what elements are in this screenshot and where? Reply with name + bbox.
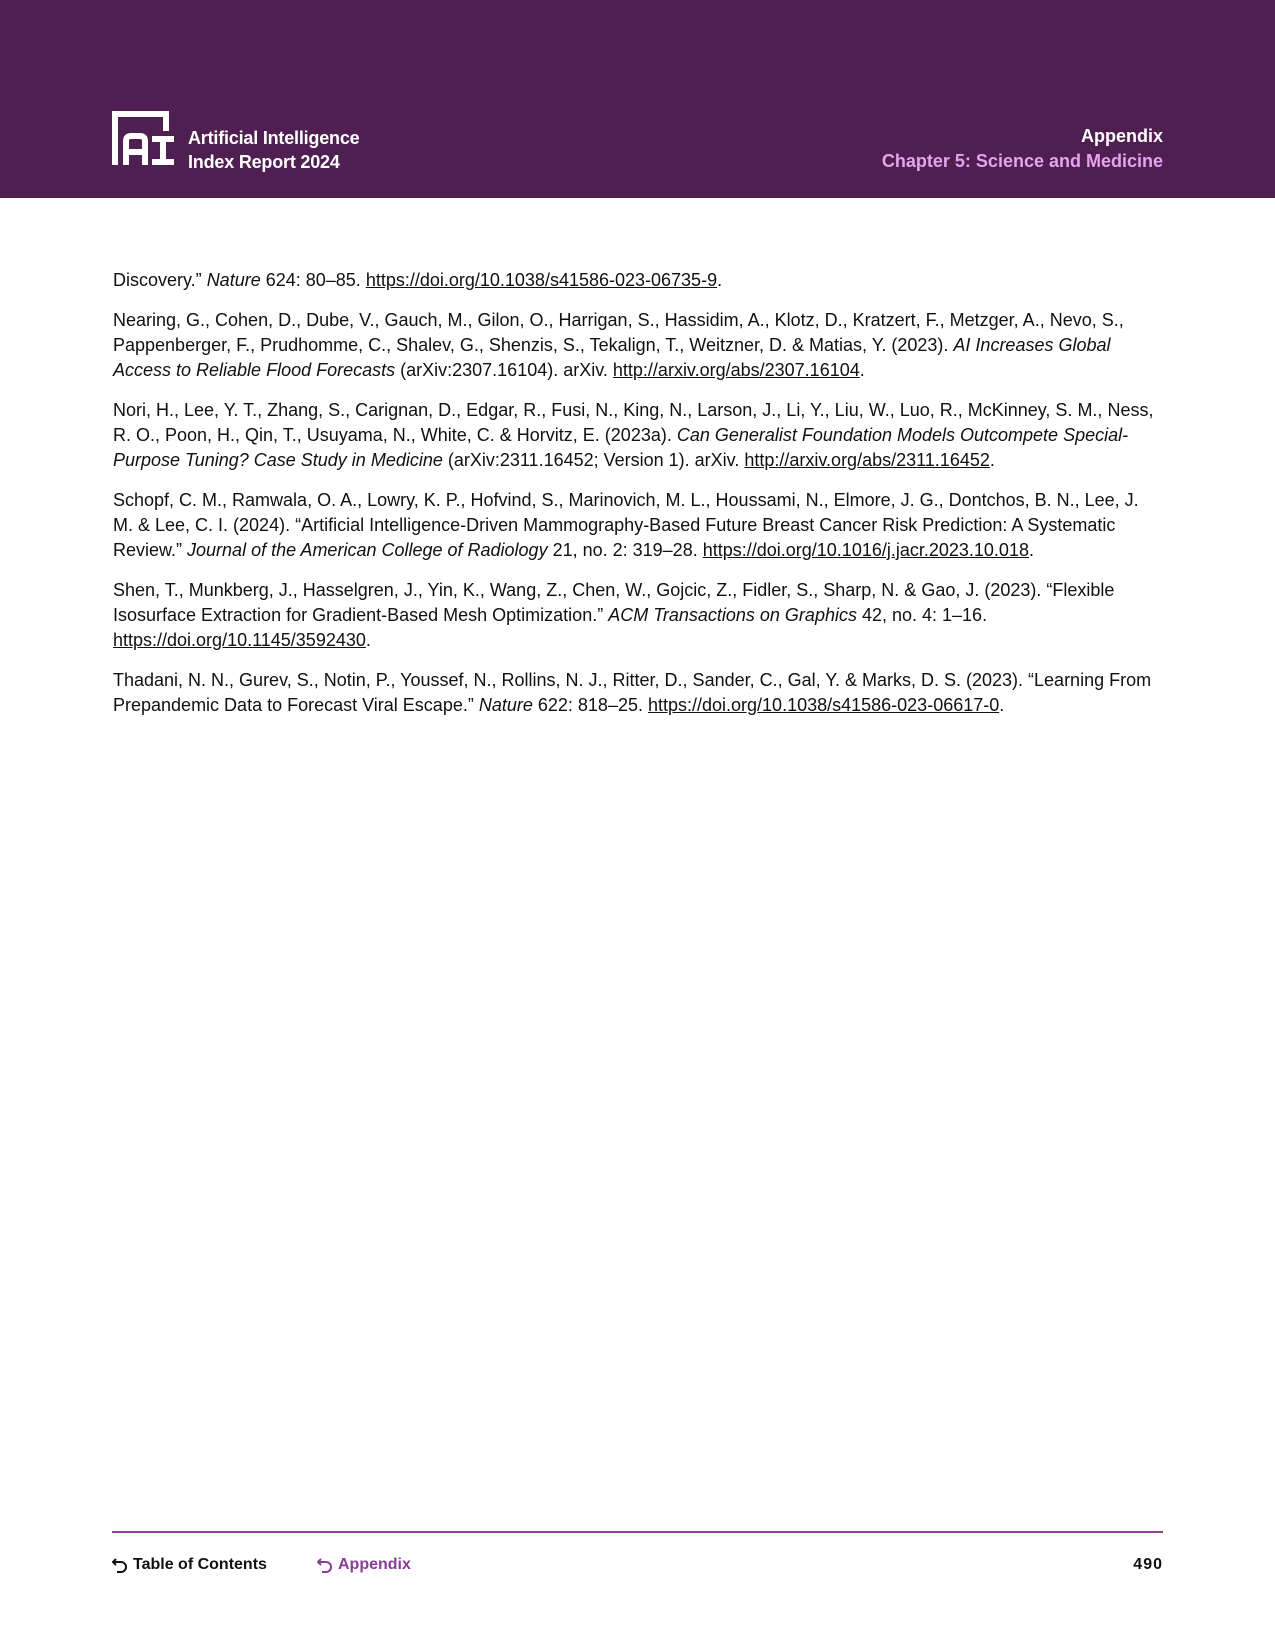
reference-link[interactable]: http://arxiv.org/abs/2307.16104 [612,360,860,380]
reference-text: Shen, T., Munkberg, J., Hasselgren, J., Yin, K., Wang, Z., Chen, W., Gojcic, Z., Fidler, S., Sharp, N. & Gao, J. (2023). “Flexible Isosurface Extraction for Gradient-Based Mesh Optimization.” [113,580,1115,625]
report-title-line-2: Index Report 2024 [188,152,340,172]
reference-entry [113,488,1163,563]
reference-link[interactable]: https://doi.org/10.1038/s41586-023-06617-0 [647,695,1000,715]
reference-text: 624: 80–85. [260,270,366,290]
reference-text: Thadani, N. N., Gurev, S., Notin, P., Youssef, N., Rollins, N. J., Ritter, D., Sander, C., Gal, Y. & Marks, D. S. (2023). “Learning From Prepandemic Data to Forecast Viral Escape.” [113,670,1152,715]
reference-entry [113,308,1163,383]
reference-source: AI Increases Global Access to Reliable Flood Forecasts [113,335,1111,380]
reference-entry [113,268,1163,293]
references-list [113,268,1163,733]
reference-end: . [859,360,865,380]
reference-source: Nature [478,695,533,715]
table-of-contents-link[interactable] [112,1556,267,1574]
reference-text: Discovery.” [113,270,207,290]
reference-link[interactable]: http://arxiv.org/abs/2311.16452 [744,450,990,470]
ai-index-logo [112,111,176,167]
reference-entry [113,668,1163,718]
page-footer [112,1556,1163,1580]
reference-link[interactable]: https://doi.org/10.1038/s41586-023-06735-9 [365,270,718,290]
reference-source: ACM Transactions on Graphics [608,605,857,625]
footer-divider [112,1531,1163,1533]
reference-entry [113,398,1163,473]
page-number: 490 [1133,1556,1163,1573]
toc-label: Table of Contents [133,1556,267,1573]
reference-source: Journal of the American College of Radiology [187,540,548,560]
reference-link[interactable]: https://doi.org/10.1145/3592430 [113,630,366,650]
reference-text: 21, no. 2: 319–28. [547,540,703,560]
report-title [188,126,359,174]
reference-entry [113,578,1163,653]
chapter-label: Chapter 5: Science and Medicine [881,151,1163,171]
reference-text: (arXiv:2311.16452; Version 1). arXiv. [442,450,745,470]
reference-end: . [999,695,1005,715]
reference-source: Can Generalist Foundation Models Outcompete Special-Purpose Tuning? Case Study in Medicine [113,425,1129,470]
reference-text: Schopf, C. M., Ramwala, O. A., Lowry, K. P., Hofvind, S., Marinovich, M. L., Houssami, N., Elmore, J. G., Dontchos, B. N., Lee, J. M. & Lee, C. I. (2024). “Artificial Intelligence-Driven Mammography-Based Future Breast Cancer Risk Prediction: A Systematic Review.” [113,490,1139,560]
reference-source: Nature [206,270,261,290]
section-label: Appendix [1080,126,1163,146]
return-arrow-icon [317,1557,333,1573]
section-heading [882,124,1163,174]
reference-end: . [989,450,995,470]
reference-end: . [717,270,723,290]
reference-text: 42, no. 4: 1–16. [856,605,988,625]
report-title-line-1: Artificial Intelligence [188,128,360,148]
return-arrow-icon [112,1557,128,1573]
reference-text: (arXiv:2307.16104). arXiv. [395,360,613,380]
appendix-link[interactable] [317,1556,411,1574]
reference-text: Nori, H., Lee, Y. T., Zhang, S., Carignan, D., Edgar, R., Fusi, N., King, N., Larson, J., Li, Y., Liu, W., Luo, R., McKinney, S. M., Ness, R. O., Poon, H., Qin, T., Usuyama, N., White, C. & Horvitz, E. (2023a). [113,400,1154,445]
appendix-link-label: Appendix [338,1556,411,1573]
page-header [0,0,1275,198]
reference-text: Nearing, G., Cohen, D., Dube, V., Gauch, M., Gilon, O., Harrigan, S., Hassidim, A., Klotz, D., Kratzert, F., Metzger, A., Nevo, S., Pappenberger, F., Prudhomme, C., Shalev, G., Shenzis, S., Tekalign, T., Weitzner, D. & Matias, Y. (2023). [113,310,1124,355]
reference-text: 622: 818–25. [532,695,648,715]
reference-end: . [1028,540,1034,560]
reference-link[interactable]: https://doi.org/10.1016/j.jacr.2023.10.018 [702,540,1029,560]
reference-end: . [365,630,371,650]
